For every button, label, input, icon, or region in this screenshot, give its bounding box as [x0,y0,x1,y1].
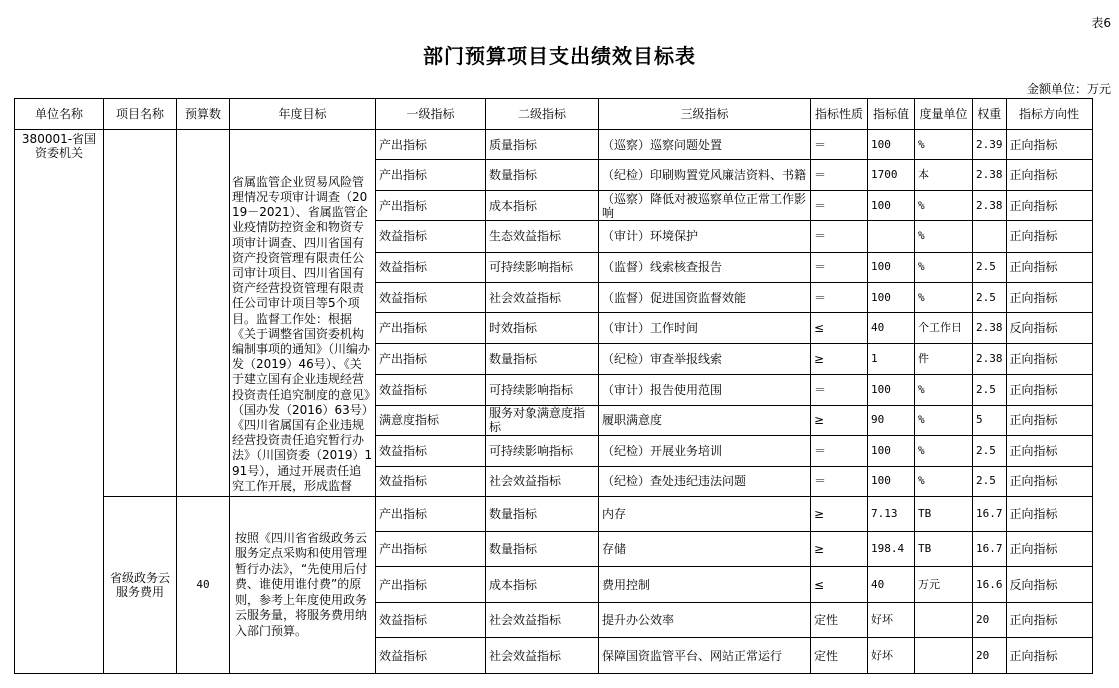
level2-indicator: 数量指标 [486,497,599,532]
indicator-direction: 正向指标 [1006,252,1092,282]
indicator-nature: ＝ [811,466,868,497]
annual-goal-cell [230,497,376,674]
level2-indicator: 可持续影响指标 [486,375,599,405]
indicator-nature: ≥ [811,532,868,567]
indicator-nature: ＝ [811,283,868,313]
measure-unit: % [915,466,973,497]
indicator-nature: ＝ [811,436,868,466]
level1-indicator: 效益指标 [376,252,486,282]
level3-indicator: （纪检）查处违纪违法问题 [599,466,811,497]
level1-indicator: 产出指标 [376,567,486,603]
budget-cell: 40 [177,497,230,674]
indicator-value: 100 [868,130,915,160]
measure-unit: % [915,375,973,405]
level2-indicator: 社会效益指标 [486,283,599,313]
weight: 2.5 [973,283,1007,313]
level3-indicator: （审计）环境保护 [599,221,811,252]
table-row [15,130,1093,160]
indicator-nature: ＝ [811,160,868,190]
header-cell: 度量单位 [915,99,973,130]
header-cell: 二级指标 [486,99,599,130]
table-number: 表6 [1091,16,1111,30]
amount-unit: 金额单位：万元 [1026,82,1111,96]
indicator-direction: 正向指标 [1006,375,1092,405]
level2-indicator: 成本指标 [486,567,599,603]
weight: 2.5 [973,466,1007,497]
level1-indicator: 产出指标 [376,532,486,567]
indicator-value: 100 [868,375,915,405]
level1-indicator: 产出指标 [376,497,486,532]
weight: 20 [973,638,1007,674]
indicator-value: 100 [868,252,915,282]
measure-unit: TB [915,497,973,532]
indicator-direction: 正向指标 [1006,343,1092,374]
level1-indicator: 效益指标 [376,436,486,466]
level3-indicator: （巡察）巡察问题处置 [599,130,811,160]
header-cell: 指标性质 [811,99,868,130]
level1-indicator: 效益指标 [376,375,486,405]
indicator-direction: 正向指标 [1006,283,1092,313]
level1-indicator: 产出指标 [376,190,486,220]
indicator-direction: 正向指标 [1006,466,1092,497]
indicator-nature: ＝ [811,190,868,220]
weight: 2.38 [973,190,1007,220]
level1-indicator: 效益指标 [376,221,486,252]
level2-indicator: 社会效益指标 [486,466,599,497]
weight: 2.39 [973,130,1007,160]
indicator-value: 7.13 [868,497,915,532]
level1-indicator: 产出指标 [376,343,486,374]
indicator-direction: 正向指标 [1006,221,1092,252]
level2-indicator: 社会效益指标 [486,638,599,674]
level3-indicator: 保障国资监管平台、网站正常运行 [599,638,811,674]
performance-table [14,98,1093,674]
level2-indicator: 时效指标 [486,313,599,343]
indicator-direction: 正向指标 [1006,436,1092,466]
level2-indicator: 可持续影响指标 [486,436,599,466]
indicator-value: 100 [868,190,915,220]
level1-indicator: 效益指标 [376,638,486,674]
measure-unit: % [915,436,973,466]
level1-indicator: 产出指标 [376,160,486,190]
annual-goal-cell [230,130,376,497]
header-row [15,99,1093,130]
indicator-nature: ≥ [811,405,868,435]
measure-unit: % [915,405,973,435]
header-cell: 三级指标 [599,99,811,130]
annual-goal-text: 按照《四川省省级政务云服务定点采购和使用管理暂行办法》，“先使用后付费、谁使用谁付费”的原则，参考上年度使用政务云服务量，将服务费用纳入部门预算。 [235,531,368,638]
header-cell: 单位名称 [15,99,104,130]
weight: 2.38 [973,313,1007,343]
level3-indicator: （巡察）降低对被巡察单位正常工作影响 [599,190,811,220]
level2-indicator: 服务对象满意度指标 [486,405,599,435]
indicator-value: 1 [868,343,915,374]
header-cell: 预算数 [177,99,230,130]
weight: 16.6 [973,567,1007,603]
indicator-value: 100 [868,436,915,466]
indicator-direction: 正向指标 [1006,603,1092,638]
measure-unit: % [915,130,973,160]
indicator-direction: 正向指标 [1006,532,1092,567]
level2-indicator: 可持续影响指标 [486,252,599,282]
project-name-cell: 省级政务云服务费用 [104,497,177,674]
level3-indicator: （审计）工作时间 [599,313,811,343]
header-cell: 权重 [973,99,1007,130]
indicator-nature: 定性 [811,638,868,674]
level3-indicator: 费用控制 [599,567,811,603]
indicator-nature: ＝ [811,130,868,160]
project-name-cell [104,130,177,497]
indicator-nature: ≥ [811,497,868,532]
indicator-direction: 反向指标 [1006,567,1092,603]
level2-indicator: 数量指标 [486,532,599,567]
measure-unit [915,638,973,674]
header-cell: 项目名称 [104,99,177,130]
measure-unit: % [915,221,973,252]
header-cell: 一级指标 [376,99,486,130]
level3-indicator: （纪检）印刷购置党风廉洁资料、书籍 [599,160,811,190]
level3-indicator: （纪检）开展业务培训 [599,436,811,466]
indicator-nature: ＝ [811,375,868,405]
level1-indicator: 产出指标 [376,130,486,160]
indicator-direction: 正向指标 [1006,130,1092,160]
weight: 16.7 [973,497,1007,532]
level2-indicator: 数量指标 [486,160,599,190]
measure-unit: % [915,283,973,313]
level2-indicator: 数量指标 [486,343,599,374]
level2-indicator: 社会效益指标 [486,603,599,638]
indicator-nature: ＝ [811,252,868,282]
indicator-value: 40 [868,567,915,603]
indicator-value: 好坏 [868,638,915,674]
level2-indicator: 质量指标 [486,130,599,160]
header-cell: 指标值 [868,99,915,130]
weight: 2.38 [973,343,1007,374]
indicator-value: 100 [868,466,915,497]
weight: 2.5 [973,436,1007,466]
indicator-value: 90 [868,405,915,435]
level3-indicator: （监督）线索核查报告 [599,252,811,282]
level3-indicator: （监督）促进国资监督效能 [599,283,811,313]
indicator-nature: ＝ [811,221,868,252]
indicator-nature: ≤ [811,567,868,603]
indicator-direction: 正向指标 [1006,405,1092,435]
level2-indicator: 成本指标 [486,190,599,220]
level3-indicator: 内存 [599,497,811,532]
indicator-direction: 正向指标 [1006,497,1092,532]
indicator-value: 198.4 [868,532,915,567]
unit-name-cell: 380001-省国资委机关 [15,130,104,674]
weight: 2.38 [973,160,1007,190]
indicator-nature: ≤ [811,313,868,343]
indicator-nature: 定性 [811,603,868,638]
level3-indicator: 履职满意度 [599,405,811,435]
measure-unit: 万元 [915,567,973,603]
indicator-value [868,221,915,252]
budget-cell [177,130,230,497]
level3-indicator: （审计）报告使用范围 [599,375,811,405]
measure-unit: % [915,252,973,282]
header-cell: 指标方向性 [1006,99,1092,130]
indicator-direction: 正向指标 [1006,160,1092,190]
measure-unit: 个工作日 [915,313,973,343]
level1-indicator: 效益指标 [376,283,486,313]
level1-indicator: 满意度指标 [376,405,486,435]
indicator-direction: 正向指标 [1006,190,1092,220]
header-cell: 年度目标 [230,99,376,130]
measure-unit: 件 [915,343,973,374]
indicator-value: 好坏 [868,603,915,638]
weight [973,221,1007,252]
weight: 20 [973,603,1007,638]
indicator-direction: 反向指标 [1006,313,1092,343]
indicator-value: 100 [868,283,915,313]
annual-goal-text: 省属监管企业贸易风险管理情况专项审计调查（2019－2021）、省属监管企业疫情防控资金和物资专项审计调查、四川省国有资产投资管理有限责任公司审计项目、四川省国有资产经营投资管理有限责任公司审计项目等5个项目。监督工作处：根据《关于调整省国资委机构编制事项的通知》（川编办发（2019）46号）、《关于建立国有企业违规经营投资责任追究制度的意见》（国办发（2016）63号）《四川省属国有企业违规经营投资责任追究暂行办法》（川国资委（2019）191号），通过开展责任追究工作开展，形成监督 [232,174,373,493]
measure-unit: 本 [915,160,973,190]
indicator-direction: 正向指标 [1006,638,1092,674]
level3-indicator: （纪检）审查举报线索 [599,343,811,374]
level1-indicator: 产出指标 [376,313,486,343]
page-title: 部门预算项目支出绩效目标表 [423,44,696,68]
measure-unit [915,603,973,638]
weight: 16.7 [973,532,1007,567]
weight: 5 [973,405,1007,435]
level3-indicator: 提升办公效率 [599,603,811,638]
indicator-nature: ≥ [811,343,868,374]
indicator-value: 40 [868,313,915,343]
table-row [15,497,1093,532]
level1-indicator: 效益指标 [376,466,486,497]
weight: 2.5 [973,375,1007,405]
measure-unit: TB [915,532,973,567]
measure-unit: % [915,190,973,220]
level1-indicator: 效益指标 [376,603,486,638]
level2-indicator: 生态效益指标 [486,221,599,252]
weight: 2.5 [973,252,1007,282]
level3-indicator: 存储 [599,532,811,567]
indicator-value: 1700 [868,160,915,190]
